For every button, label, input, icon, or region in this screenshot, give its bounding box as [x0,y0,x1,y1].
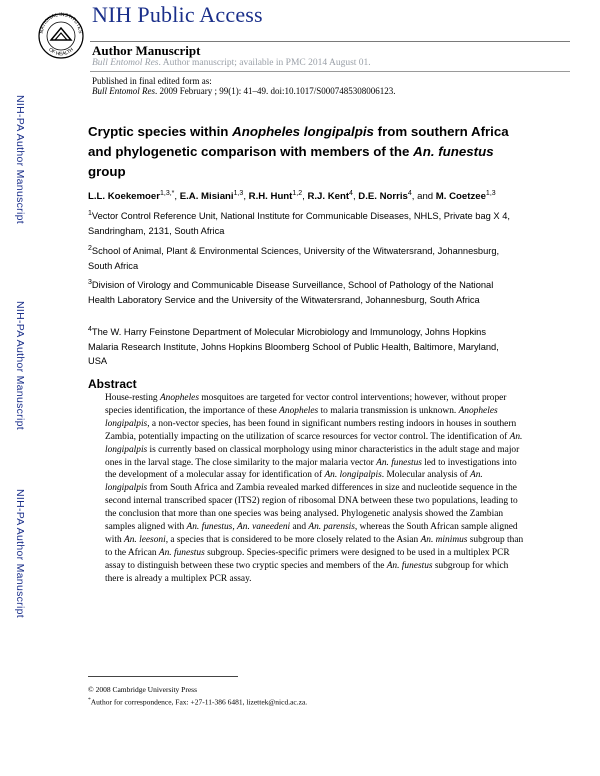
author-separator: , [243,191,249,203]
pmc-availability [92,58,371,68]
abstract-text: subgroup. Species-specific primers were designed to be used in a multiplex PCR assay to distinguish between these two cryptic species and members of the [105,547,510,571]
abstract-taxon: Anopheles [159,393,199,403]
author-name: E.A. Misiani [179,191,234,203]
author-name: R.J. Kent [307,191,350,203]
logo-text-top: NATIONAL INSTITUTES [38,11,84,34]
abstract-taxon: An. longipalpis [105,470,483,494]
affiliation-1: $^1$Vector Control Reference Unit, National Institute for Communicable Diseases, NHLS, Private bag X 4, Sandringham, 2131, South Africa [88,210,510,236]
author-affiliation-mark: 1,3 [485,190,496,197]
pmc-suffix: . Author manuscript; available in PMC 2014 August 01. [158,58,371,68]
author-affiliation-mark: 4 [349,190,353,197]
svg-text:NATIONAL INSTITUTES [39,12,83,35]
sidebar-label-1: NIH-PA Author Manuscript [14,94,26,224]
citation-details: . 2009 February ; 99(1): 41–49. doi:10.1017/S0007485308006123. [155,86,396,96]
abstract-taxon: An. funestus [186,522,233,533]
pmc-journal: Bull Entomol Res [92,58,159,68]
abstract-text: is currently based on classical morphology using minor characteristics in the adult stage and major ones in the larval stage. The close similarity to the major malaria vector [105,444,520,468]
author-separator: , and [411,191,436,203]
abstract-text: to malaria transmission is unknown. [318,405,459,416]
footnote-divider [88,676,238,677]
abstract-text: House-resting [105,393,160,403]
abstract-taxon: An. funestus [376,457,422,468]
citation [92,86,396,96]
abstract-text: led to investigations into the development of a molecular assay for identification of [105,457,517,481]
abstract-taxon: An. parensis [308,522,355,533]
sidebar-label-3: NIH-PA Author Manuscript [14,488,26,618]
abstract-taxon: An. funestus [158,547,205,558]
nih-logo [36,4,86,66]
author-name: M. Coetzee [435,191,486,203]
affiliation-3: $^3$Division of Virology and Communicable Disease Surveillance, School of Pathology of the National Health Laboratory Service and the University of the Witwatersrand, Johannesburg, South Africa [88,279,494,305]
abstract-text: . Molecular analysis of [381,470,471,481]
author-name: R.H. Hunt [248,191,293,203]
header-divider-2 [90,71,570,72]
abstract-text: subgroup for which there is already a multiplex PCR assay. [105,560,509,584]
copyright-note: © 2008 Cambridge University Press [88,685,198,694]
author-separator: , [174,191,180,203]
sidebar-label-2: NIH-PA Author Manuscript [14,300,26,430]
published-form-note: Published in final edited form as: [92,76,212,86]
abstract-text: from South Africa and Zambia revealed marked differences in size and nucleotide sequence in the second internal transcribed spacer (ITS2) region of ribosomal DNA between these two populations, leading to the conclusion that more than one species was being analysed. Phylogenetic analysis showed the Zambian samples aligned with [105,483,518,533]
author-affiliation-mark: 1,2 [292,190,303,197]
abstract-text: , [232,522,238,533]
affiliation-4: $^4$The W. Harry Feinstone Department of Molecular Microbiology and Immunology, Johns Hopkins Malaria Research Institute, Johns Hopkins Bloomberg School of Public Health, Baltimore, Maryland, USA [88,326,499,367]
affiliation-2: $^2$School of Animal, Plant & Environmental Sciences, University of the Witwatersrand, Johannesburg, South Africa [88,245,500,271]
abstract-heading: Abstract [88,377,137,391]
author-name: L.L. Koekemoer [88,191,160,203]
abstract-taxon: Anopheles [279,405,319,416]
abstract-text: and [290,522,309,533]
citation-journal: Bull Entomol Res [92,86,155,96]
abstract-taxon: An. funestus [386,560,433,571]
abstract-taxon: An. leesoni [124,534,166,545]
author-name: D.E. Norris [358,191,408,203]
author-list [88,190,528,202]
logo-text-bottom: OF HEALTH [47,46,75,58]
author-separator: , [302,191,308,203]
abstract-text: , a species that is considered to be more closely related to the Asian [165,534,421,545]
author-affiliation-mark: 4 [407,190,412,197]
author-affiliation-mark: 1,3 [233,190,244,197]
abstract-taxon: An. longipalpis [105,431,523,455]
abstract-taxon: Anopheles longipalpis [105,405,498,429]
abstract-text: mosquitoes are targeted for vector control interventions; however, without proper species identification, the importance of these [105,393,507,416]
author-manuscript-label: Author Manuscript [92,43,201,58]
correspondence-note: *Author for correspondence, Fax: +27-11-386 6481, lizettek@nicd.ac.za. [88,697,308,707]
author-separator: , [352,191,359,203]
abstract-taxon: An. longipalpis [324,470,382,481]
abstract-text: , a non-vector species, has been found in significant numbers resting indoors in houses in southern Zambia, potentially impacting on the utilization of scarce resources for vector control. The identification of [105,418,517,442]
author-affiliation-mark: 1,3,* [159,190,175,197]
article-title: Cryptic species within Anopheles longipalpis from southern Africa and phylogenetic comparison with members of the An. funestus group [88,124,509,179]
abstract-text: subgroup than to the African [105,534,524,558]
abstract-taxon: An. vaneedeni [237,522,291,533]
nih-public-access-title: NIH Public Access [92,2,263,27]
abstract-body [105,392,525,586]
header-divider [90,41,570,42]
abstract-text: , whereas the South African sample aligned with [105,522,518,545]
abstract-taxon: An. minimus [420,534,468,545]
